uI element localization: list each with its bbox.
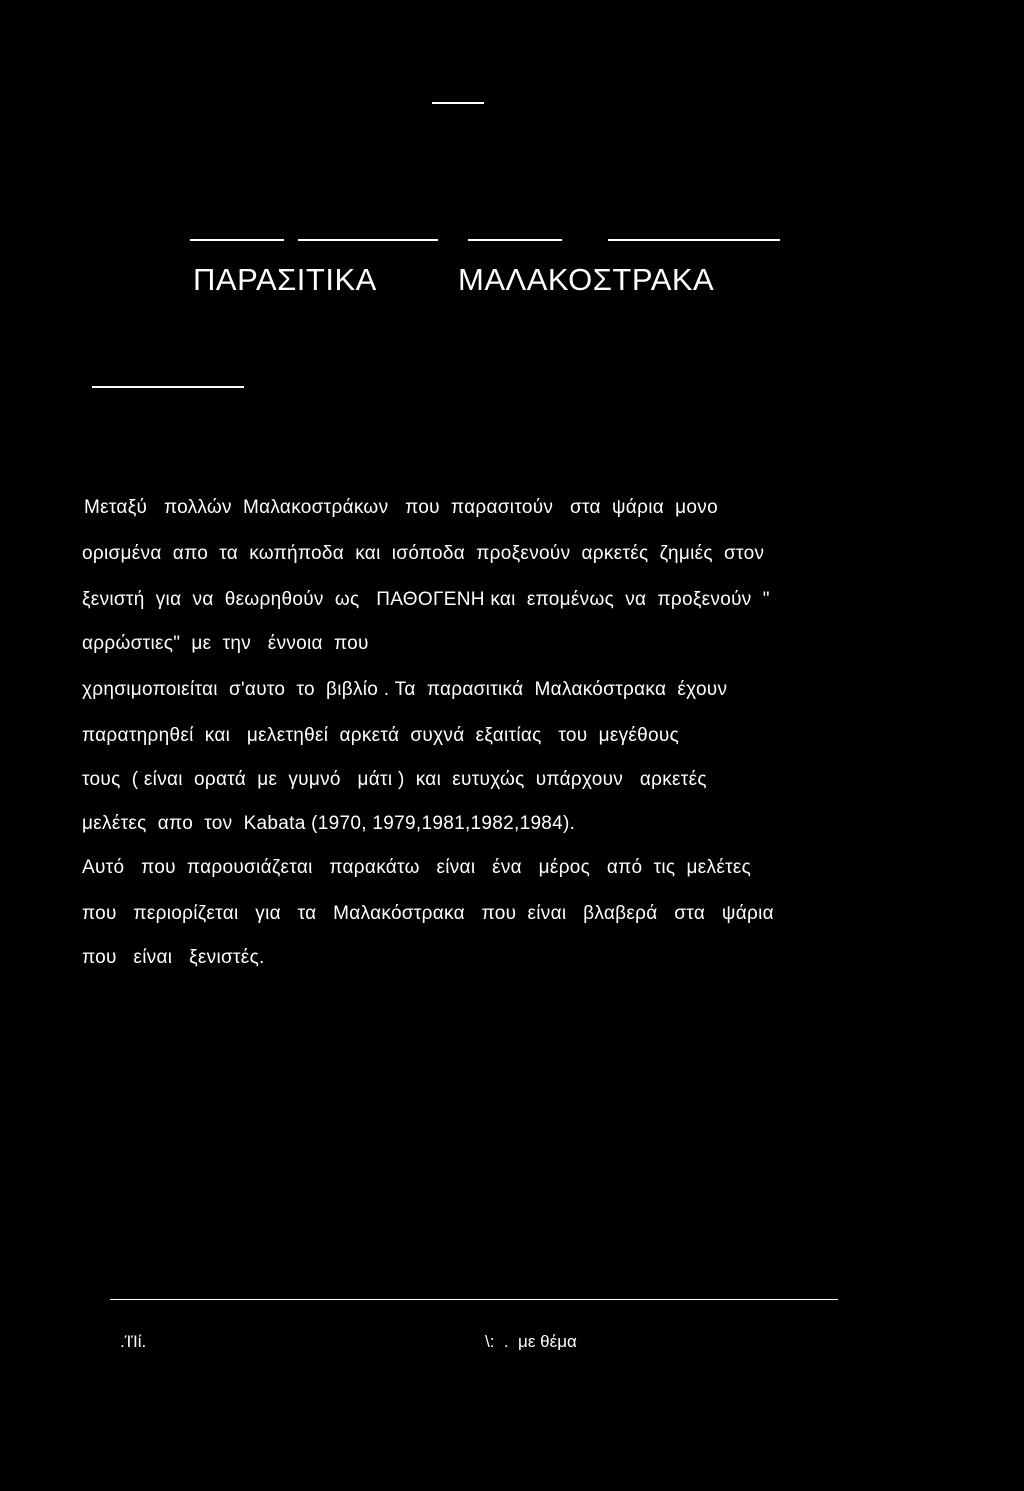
footer-right-fragment: \: . με θέμα xyxy=(485,1332,577,1351)
body-line: μελέτες απο τον Kabata (1970, 1979,1981,1982,1984). xyxy=(82,813,576,834)
body-line: Μεταξύ πολλών Μαλακοστράκων που παρασιτούν στα ψάρια μονο xyxy=(84,497,718,518)
heading-rule-2 xyxy=(298,239,438,241)
body-line: που είναι ξενιστές. xyxy=(82,947,265,968)
body-line: τους ( είναι ορατά με γυμνό μάτι ) και ευτυχώς υπάρχουν αρκετές xyxy=(82,769,707,790)
top-rule xyxy=(432,102,484,104)
body-line: ορισμένα απο τα κωπήποδα και ισόποδα προξενούν αρκετές ζημιές στον xyxy=(82,543,765,564)
heading-word-2: ΜΑΛΑΚΟΣΤΡΑΚΑ xyxy=(458,262,715,297)
body-line: αρρώστιες" με την έννοια που xyxy=(82,633,369,654)
section-rule xyxy=(92,386,244,388)
body-line: ξενιστή για να θεωρηθούν ως ΠΑΘΟΓΕΝΗ και επομένως να προξενούν " xyxy=(82,589,770,610)
body-line: που περιορίζεται για τα Μαλακόστρακα που είναι βλαβερά στα ψάρια xyxy=(82,903,774,924)
heading-rule-4 xyxy=(608,239,780,241)
heading-word-1: ΠΑΡΑΣΙΤΙΚΑ xyxy=(193,262,377,297)
heading-rule-1 xyxy=(190,239,284,241)
body-line: παρατηρηθεί και μελετηθεί αρκετά συχνά εξαιτίας του μεγέθους xyxy=(82,725,680,746)
body-line: χρησιμοποιείται σ'αυτο το βιβλίο . Τα παρασιτικά Μαλακόστρακα έχουν xyxy=(82,679,728,700)
footer-rule xyxy=(110,1299,838,1300)
body-line: Αυτό που παρουσιάζεται παρακάτω είναι ένα μέρος από τις μελέτες xyxy=(82,857,752,878)
footer-left-fragment: .ΊΊί. xyxy=(120,1332,147,1351)
heading-rule-3 xyxy=(468,239,562,241)
